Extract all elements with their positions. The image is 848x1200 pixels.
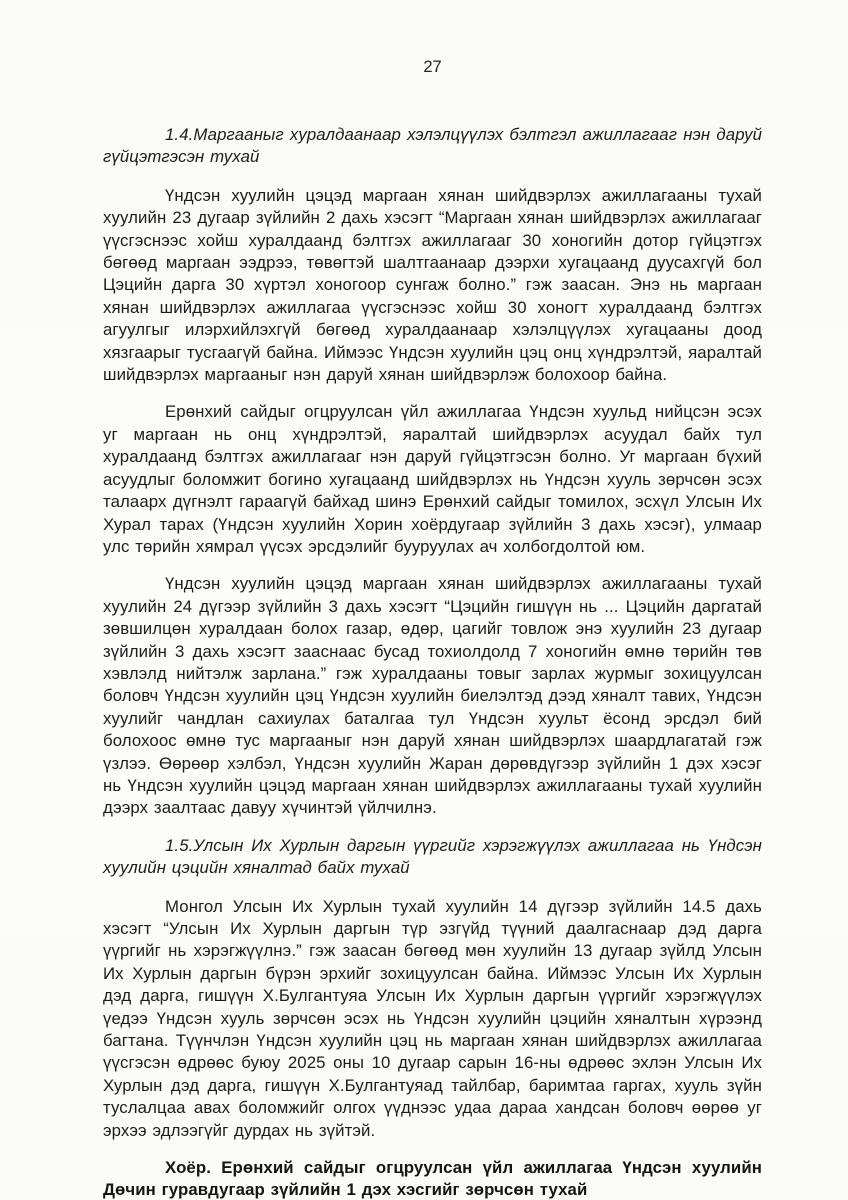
paragraph-4: Монгол Улсын Их Хурлын тухай хуулийн 14 дүгээр зүйлийн 14.5 дахь хэсэгт “Улсын Их Хурлын даргын түр эзгүйд түүний даалгаснаар дэд дарга үүргийг нь хэрэгжүүлнэ.” гэж заасан бөгөөд мөн хуулийн 13 дугаар зүйлд Улсын Их Хурлын даргын бүрэн эрхийг зохицуулсан байна. Иймээс Улсын Их Хурлын дэд дарга, гишүүн Х.Булгантуяа Улсын Их Хурлын даргын үүргийг хэрэгжүүлэх үедээ Үндсэн хууль зөрчсөн эсэх нь Үндсэн хуулийн цэцийн хяналтын хүрээнд багтана. Түүнчлэн Үндсэн хуулийн цэц нь маргаан хянан шийдвэрлэх ажиллагаа үүсгэсэн өдрөөс буюу 2025 оны 10 дугаар сарын 16-ны өдрөөс эхлэн Улсын Их Хурлын дэд дарга, гишүүн Х.Булгантуяад тайлбар, баримтаа гаргах, хууль зүйн туслалцаа авах боломжийг олгох үүднээс удаа дараа хандсан боловч өөрөө уг эрхээ эдлээгүйг дурдах нь зүйтэй. xyxy=(103,896,762,1140)
section-heading-1-5: 1.5.Улсын Их Хурлын даргын үүргийг хэрэгжүүлэх ажиллагаа нь Үндсэн хуулийн цэцийн хяналтад байх тухай xyxy=(103,835,762,878)
paragraph-3: Үндсэн хуулийн цэцэд маргаан хянан шийдвэрлэх ажиллагааны тухай хуулийн 24 дүгээр зүйлийн 3 дахь хэсэгт “Цэцийн гишүүн нь ... Цэцийн даргатай зөвшилцөн хуралдаан болох газар, өдөр, цагийг товлож энэ хуулийн 23 дугаар зүйлийн 3 дахь хэсэгт зааснаас бусад тохиолдолд 7 хоногийн өмнө төрийн төв хэвлэлд нийтэлж зарлана.” гэж хуралдааны товыг зарлах журмыг зохицуулсан боловч Үндсэн хуулийн цэц Үндсэн хуулийн биелэлтэд дээд хяналт тавих, Үндсэн хуулийг чандлан сахиулах баталгаа тул Үндсэн хуульт ёсонд эрсдэл бий болохоос өмнө тус маргааныг нэн даруй хянан шийдвэрлэх шаардлагатай гэж үзлээ. Өөрөөр хэлбэл, Үндсэн хуулийн Жаран дөрөвдүгээр зүйлийн 1 дэх хэсэг нь Үндсэн хуулийн цэцэд маргаан хянан шийдвэрлэх ажиллагааны тухай хуулийн дээрх заалтаас давуу хүчинтэй үйлчилнэ. xyxy=(103,574,762,818)
paragraph-2: Ерөнхий сайдыг огцруулсан үйл ажиллагаа Үндсэн хуульд нийцсэн эсэх уг маргаан нь онц хүндрэлтэй, яаралтай шийдвэрлэх асуудал байх тул хуралдаанд бэлтгэх ажиллагааг нэн даруй гүйцэтгэсэн болно. Уг маргаан бүхий асуудлыг боломжит богино хугацаанд шийдвэрлэх нь Үндсэн хууль зөрчсөн эсэх талаарх дүгнэлт гараагүй байхад шинэ Ерөнхий сайдыг томилох, эсхүл Улсын Их Хурал тарах (Үндсэн хуулийн Хорин хоёрдугаар зүйлийн 3 дахь хэсэг), улмаар улс төрийн хямрал үүсэх эрсдэлийг бууруулах ач холбогдолтой юм. xyxy=(103,402,762,556)
paragraph-1: Үндсэн хуулийн цэцэд маргаан хянан шийдвэрлэх ажиллагааны тухай хуулийн 23 дугаар зүйлийн 2 дахь хэсэгт “Маргаан хянан шийдвэрлэх ажиллагааг үүсгэснээс хойш хуралдаанд бэлтгэх ажиллагааг 30 хоногийн дотор гүйцэтгэх бөгөөд маргаан ээдрээ, төвөгтэй шалтгаанаар дээрхи хугацаанд дуусахгүй бол Цэцийн дарга 30 хүртэл хоногоор сунгаж болно.” гэж заасан. Энэ нь маргаан хянан шийдвэрлэх ажиллагаа үүсгэснээс хойш 30 хоногт хуралдаанд бэлтгэх агуулгыг илэрхийлэхгүй бөгөөд хуралдаанаар хэлэлцүүлэх хугацааны доод хязгаарыг тусгаагүй байна. Иймээс Үндсэн хуулийн цэц онц хүндрэлтэй, яаралтай шийдвэрлэх маргааныг нэн даруй хянан шийдвэрлэж болохоор байна. xyxy=(103,185,762,385)
section-heading-1-4: 1.4.Маргааныг хуралдаанаар хэлэлцүүлэх бэлтгэл ажиллагааг нэн даруй гүйцэтгэсэн тухай xyxy=(103,125,762,167)
page-number: 27 xyxy=(423,58,442,76)
section-heading-2: Хоёр. Ерөнхий сайдыг огцруулсан үйл ажиллагаа Үндсэн хуулийн Дөчин гуравдугаар зүйлийн 1 дэх хэсгийг зөрчсөн тухай xyxy=(103,1158,762,1200)
